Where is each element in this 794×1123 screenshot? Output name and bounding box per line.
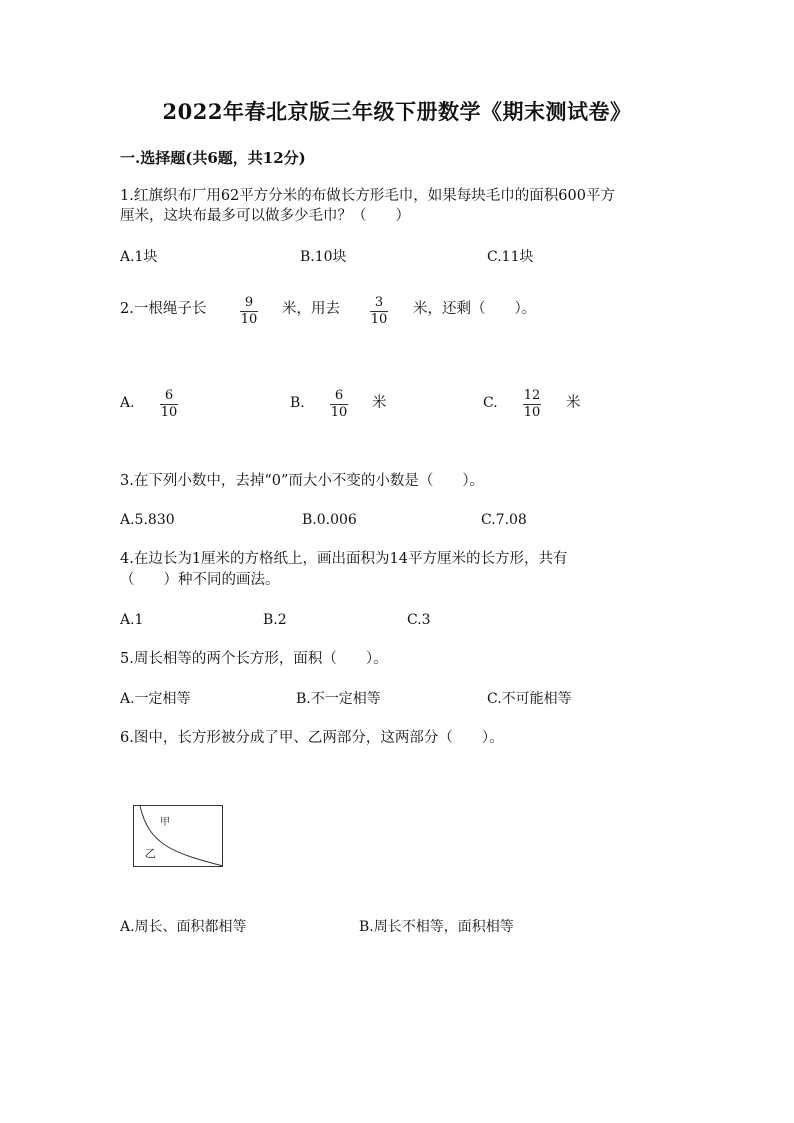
fraction-numerator: 9 bbox=[244, 295, 254, 310]
question-2-option-b-fraction bbox=[327, 389, 351, 420]
question-5-option-c[interactable]: C.不可能相等 bbox=[487, 691, 572, 707]
question-2-middle: 米，用去 bbox=[282, 301, 340, 317]
question-5-option-a[interactable]: A.一定相等 bbox=[120, 691, 191, 707]
fraction-numerator: 6 bbox=[334, 388, 344, 403]
fraction-denominator: 10 bbox=[160, 405, 178, 420]
question-6-line-1: 6.图中，长方形被分成了甲、乙两部分，这两部分（ ）。 bbox=[120, 730, 504, 746]
section-heading: 一.选择题(共6题，共12分) bbox=[120, 149, 306, 167]
question-3-option-b[interactable]: B.0.006 bbox=[302, 512, 357, 528]
fraction-denominator: 10 bbox=[240, 312, 258, 327]
question-2-option-b[interactable]: B. bbox=[290, 395, 305, 411]
figure-label-yi: 乙 bbox=[145, 847, 156, 860]
question-2-option-b-unit: 米 bbox=[372, 395, 387, 411]
question-4-option-b[interactable]: B.2 bbox=[263, 612, 287, 628]
question-1-option-b[interactable]: B.10块 bbox=[300, 249, 347, 265]
question-2-suffix: 米，还剩（ ）。 bbox=[413, 301, 537, 317]
question-2-option-c-unit: 米 bbox=[566, 395, 581, 411]
question-1-option-a[interactable]: A.1块 bbox=[120, 249, 158, 265]
question-1-option-c[interactable]: C.11块 bbox=[487, 249, 534, 265]
question-3-option-a[interactable]: A.5.830 bbox=[120, 512, 175, 528]
question-4-option-a[interactable]: A.1 bbox=[120, 612, 144, 628]
fraction-numerator: 6 bbox=[164, 388, 174, 403]
question-6-option-a[interactable]: A.周长、面积都相等 bbox=[120, 919, 247, 935]
question-1-line-2: 厘米，这块布最多可以做多少毛巾？（ ） bbox=[120, 208, 410, 224]
question-2-fraction-1 bbox=[237, 296, 261, 327]
question-2-option-a[interactable]: A. bbox=[120, 395, 135, 411]
question-2-option-c-fraction bbox=[520, 389, 544, 420]
fraction-denominator: 10 bbox=[370, 312, 388, 327]
question-2-option-c[interactable]: C. bbox=[483, 395, 498, 411]
fraction-denominator: 10 bbox=[330, 405, 348, 420]
question-3-option-c[interactable]: C.7.08 bbox=[481, 512, 527, 528]
question-2-option-a-fraction bbox=[157, 389, 181, 420]
fraction-numerator: 3 bbox=[374, 295, 384, 310]
question-4-line-2: （ ）种不同的画法。 bbox=[120, 572, 280, 588]
figure-label-jia: 甲 bbox=[160, 817, 170, 828]
question-1-line-1: 1.红旗织布厂用62平方分米的布做长方形毛巾，如果每块毛巾的面积600平方 bbox=[120, 188, 615, 204]
fraction-numerator: 12 bbox=[523, 388, 541, 403]
question-4-line-1: 4.在边长为1厘米的方格纸上，画出面积为14平方厘米的长方形，共有 bbox=[120, 551, 568, 567]
question-5-line-1: 5.周长相等的两个长方形，面积（ ）。 bbox=[120, 651, 388, 667]
question-2-prefix: 2.一根绳子长 bbox=[120, 301, 207, 317]
question-5-option-b[interactable]: B.不一定相等 bbox=[296, 691, 381, 707]
question-3-line-1: 3.在下列小数中，去掉“0”而大小不变的小数是（ ）。 bbox=[120, 473, 485, 489]
fraction-denominator: 10 bbox=[523, 405, 541, 420]
page-title: 2022年春北京版三年级下册数学《期末测试卷》 bbox=[162, 99, 632, 124]
question-6-option-b[interactable]: B.周长不相等，面积相等 bbox=[359, 919, 514, 935]
question-4-option-c[interactable]: C.3 bbox=[407, 612, 431, 628]
question-2-fraction-2 bbox=[367, 296, 391, 327]
rectangle-figure bbox=[133, 805, 225, 869]
